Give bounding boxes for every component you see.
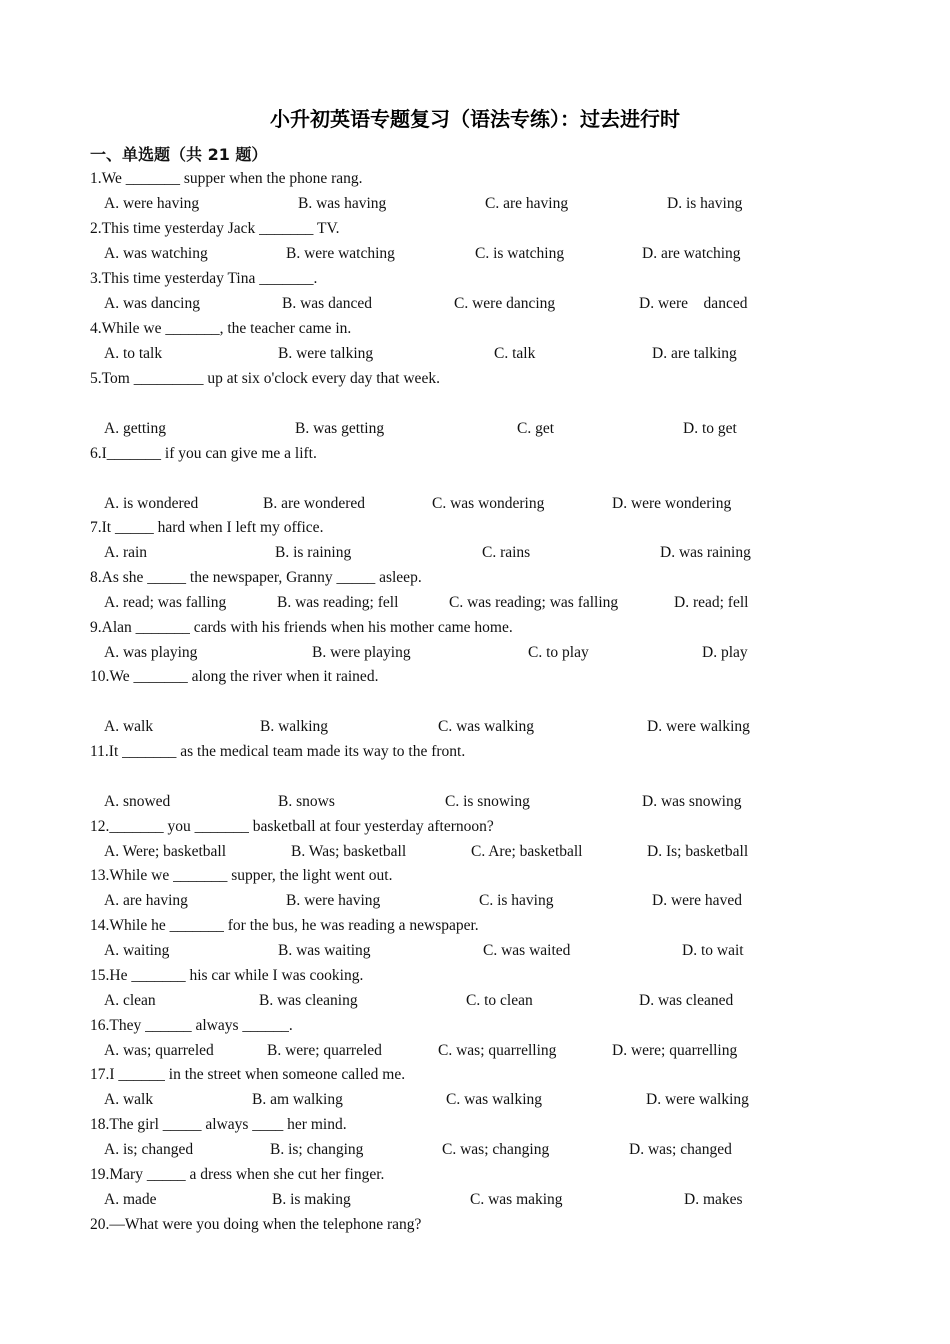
option-c: C. talk: [494, 345, 536, 362]
option-b: B. snows: [278, 793, 335, 810]
question-stem: 9.Alan _______ cards with his friends when his mother came home.: [90, 619, 513, 636]
option-a: A. to talk: [104, 345, 163, 362]
option-a: A. is; changed: [104, 1141, 194, 1158]
option-row: [104, 343, 784, 365]
option-d: D. are talking: [652, 345, 737, 362]
question-stem: 1.We _______ supper when the phone rang.: [90, 170, 363, 187]
option-c: C. Are; basketball: [471, 843, 583, 860]
option-b: B. was danced: [282, 295, 372, 312]
option-a: A. was playing: [104, 644, 198, 661]
option-c: C. to play: [528, 644, 589, 661]
option-b: B. were talking: [278, 345, 374, 362]
option-a: A. snowed: [104, 793, 171, 810]
option-a: A. clean: [104, 992, 156, 1009]
question-stem: 4.While we _______, the teacher came in.: [90, 320, 352, 337]
option-a: A. walk: [104, 718, 154, 735]
option-a: A. getting: [104, 420, 166, 437]
option-row: [104, 716, 784, 738]
question-stem: 8.As she _____ the newspaper, Granny _____ asleep.: [90, 569, 422, 586]
option-row: [104, 493, 784, 515]
option-d: D. were; quarrelling: [612, 1042, 738, 1059]
question-stem: 11.It _______ as the medical team made its way to the front.: [90, 743, 466, 760]
option-d: D. are watching: [642, 245, 741, 262]
option-c: C. was wondering: [432, 495, 545, 512]
option-c: C. is watching: [475, 245, 565, 262]
question-stem: 18.The girl _____ always ____ her mind.: [90, 1116, 347, 1133]
question-stem: 16.They ______ always ______.: [90, 1017, 293, 1034]
option-b: B. was cleaning: [259, 992, 358, 1009]
option-row: [104, 418, 784, 440]
option-d: D. is having: [667, 195, 743, 212]
option-d: D. play: [702, 644, 748, 661]
option-b: B. were; quarreled: [267, 1042, 382, 1059]
option-a: A. read; was falling: [104, 594, 227, 611]
option-b: B. am walking: [252, 1091, 343, 1108]
option-d: D. was cleaned: [639, 992, 734, 1009]
option-a: A. was; quarreled: [104, 1042, 214, 1059]
question-stem: 20.—What were you doing when the telephone rang?: [90, 1216, 422, 1233]
option-a: A. made: [104, 1191, 157, 1208]
option-c: C. were dancing: [454, 295, 556, 312]
option-row: [104, 940, 784, 962]
option-row: [104, 193, 784, 215]
option-d: D. were wondering: [612, 495, 732, 512]
option-row: [104, 293, 784, 315]
option-b: B. was waiting: [278, 942, 371, 959]
option-d: D. was snowing: [642, 793, 742, 810]
option-b: B. Was; basketball: [291, 843, 407, 860]
option-b: B. were playing: [312, 644, 411, 661]
question-stem: 12._______ you _______ basketball at four yesterday afternoon?: [90, 818, 494, 835]
option-row: [104, 1189, 784, 1211]
option-d: D. Is; basketball: [647, 843, 749, 860]
option-c: C. are having: [485, 195, 569, 212]
option-row: [104, 592, 784, 614]
question-stem: 19.Mary _____ a dress when she cut her finger.: [90, 1166, 385, 1183]
option-row: [104, 890, 784, 912]
option-a: A. was dancing: [104, 295, 200, 312]
question-stem: 13.While we _______ supper, the light went out.: [90, 867, 393, 884]
option-d: D. makes: [684, 1191, 743, 1208]
option-c: C. was waited: [483, 942, 571, 959]
question-stem: 6.I_______ if you can give me a lift.: [90, 445, 317, 462]
option-c: C. was walking: [438, 718, 535, 735]
option-row: [104, 1139, 784, 1161]
option-d: D. were danced: [639, 295, 748, 312]
option-c: C. is having: [479, 892, 554, 909]
option-b: B. is; changing: [270, 1141, 364, 1158]
option-row: [104, 1040, 784, 1062]
option-a: A. are having: [104, 892, 188, 909]
option-c: C. get: [517, 420, 555, 437]
question-stem: 7.It _____ hard when I left my office.: [90, 519, 324, 536]
question-stem: 2.This time yesterday Jack _______ TV.: [90, 220, 340, 237]
option-row: [104, 1089, 784, 1111]
option-a: A. walk: [104, 1091, 154, 1108]
option-d: D. were walking: [646, 1091, 749, 1108]
option-c: C. was; quarrelling: [438, 1042, 557, 1059]
option-a: A. rain: [104, 544, 148, 561]
option-b: B. was having: [298, 195, 387, 212]
option-c: C. is snowing: [445, 793, 530, 810]
option-d: D. read; fell: [674, 594, 749, 611]
option-c: C. rains: [482, 544, 531, 561]
question-stem: 17.I ______ in the street when someone called me.: [90, 1066, 406, 1083]
option-a: A. were having: [104, 195, 200, 212]
option-c: C. was making: [470, 1191, 563, 1208]
option-b: B. are wondered: [263, 495, 365, 512]
section-heading: 一、单选题（共 21 题）: [90, 145, 268, 164]
option-row: [104, 990, 784, 1012]
option-c: C. to clean: [466, 992, 533, 1009]
option-b: B. were having: [286, 892, 381, 909]
option-d: D. to get: [683, 420, 737, 437]
option-b: B. was reading; fell: [277, 594, 399, 611]
question-stem: 5.Tom _________ up at six o'clock every day that week.: [90, 370, 440, 387]
option-d: D. was; changed: [629, 1141, 732, 1158]
option-b: B. was getting: [295, 420, 385, 437]
option-row: [104, 791, 784, 813]
option-row: [104, 243, 784, 265]
question-stem: 15.He _______ his car while I was cooking.: [90, 967, 364, 984]
option-c: C. was reading; was falling: [449, 594, 619, 611]
option-b: B. is raining: [275, 544, 352, 561]
option-a: A. is wondered: [104, 495, 199, 512]
option-d: D. were haved: [652, 892, 742, 909]
option-row: [104, 542, 784, 564]
option-d: D. was raining: [660, 544, 751, 561]
option-d: D. to wait: [682, 942, 744, 959]
option-row: [104, 642, 784, 664]
option-b: B. were watching: [286, 245, 395, 262]
option-b: B. is making: [272, 1191, 351, 1208]
option-d: D. were walking: [647, 718, 750, 735]
option-a: A. was watching: [104, 245, 208, 262]
option-c: C. was walking: [446, 1091, 543, 1108]
page-title: 小升初英语专题复习（语法专练）：过去进行时: [270, 107, 680, 131]
option-b: B. walking: [260, 718, 329, 735]
question-stem: 10.We _______ along the river when it rained.: [90, 668, 379, 685]
option-a: A. waiting: [104, 942, 170, 959]
question-stem: 3.This time yesterday Tina _______.: [90, 270, 318, 287]
option-a: A. Were; basketball: [104, 843, 226, 860]
option-c: C. was; changing: [442, 1141, 550, 1158]
question-stem: 14.While he _______ for the bus, he was reading a newspaper.: [90, 917, 479, 934]
option-row: [104, 841, 784, 863]
